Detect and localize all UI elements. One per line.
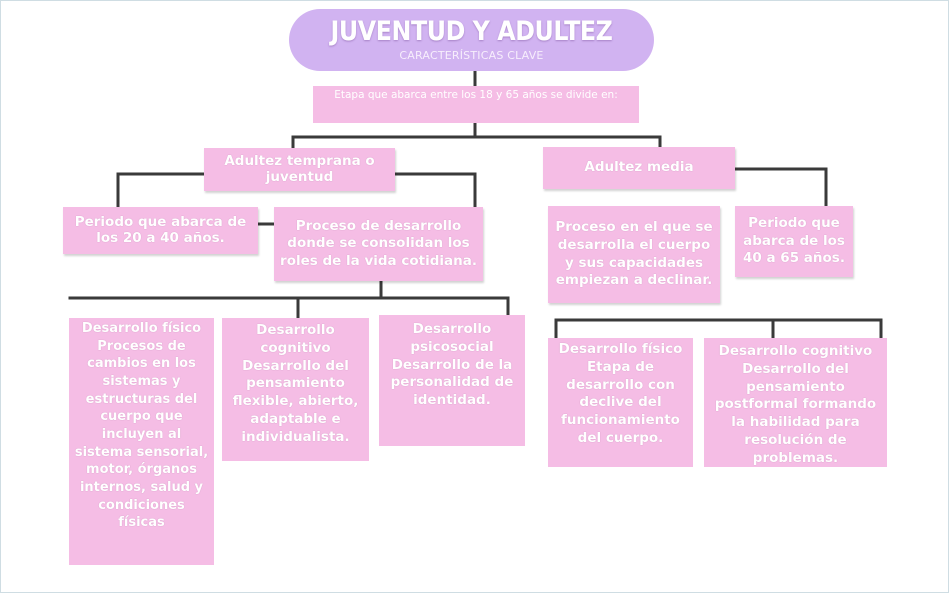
node-left-cognitivo: [222, 318, 369, 461]
node-left-psicosocial-label: Desarrollo psicosocial Desarrollo de la personalidad de identidad.: [390, 321, 514, 409]
node-right-period: [735, 206, 853, 277]
node-right-process: [548, 206, 720, 303]
node-right-cognitivo: [704, 338, 887, 467]
node-right-process-label: Proceso en el que se desarrolla el cuerpo y sus capacidades empiezan a declinar.: [555, 219, 713, 289]
node-right-cognitivo-label: Desarrollo cognitivo Desarrollo del pensamiento postformal formando la habilidad para resolución de problemas.: [714, 343, 877, 466]
node-left-period: [63, 207, 258, 254]
diagram-title: JUVENTUD Y ADULTEZ: [330, 16, 613, 47]
node-right-fisico: [548, 338, 693, 467]
node-adultez-temprana: [204, 148, 395, 191]
node-adultez-media-label: Adultez media: [584, 159, 694, 176]
node-left-process: [274, 207, 483, 281]
node-right-fisico-label: Desarrollo físico Etapa de desarrollo con declive del funcionamiento del cuerpo.: [558, 341, 683, 447]
node-adultez-media: [543, 147, 735, 189]
node-right-period-label: Periodo que abarca de los 40 a 65 años.: [743, 215, 845, 267]
node-left-fisico: [69, 318, 214, 565]
diagram-subtitle: CARACTERÍSTICAS CLAVE: [399, 49, 544, 62]
node-adultez-temprana-label: Adultez temprana o juventud: [224, 152, 375, 185]
node-left-cognitivo-label: Desarrollo cognitivo Desarrollo del pensamiento flexible, abierto, adaptable e individualista.: [232, 322, 359, 445]
node-left-psicosocial: [379, 315, 525, 446]
node-left-period-label: Periodo que abarca de los 20 a 40 años.: [74, 213, 247, 246]
node-left-process-label: Proceso de desarrollo donde se consolidan los roles de la vida cotidiana.: [280, 217, 477, 269]
intro-box: Etapa que abarca entre los 18 y 65 años se divide en:: [313, 86, 639, 123]
node-left-fisico-label: Desarrollo físico Procesos de cambios en los sistemas y estructuras del cuerpo que incluyen al sistema sensorial, motor, órganos internos, salud y condiciones físicas: [74, 321, 209, 531]
